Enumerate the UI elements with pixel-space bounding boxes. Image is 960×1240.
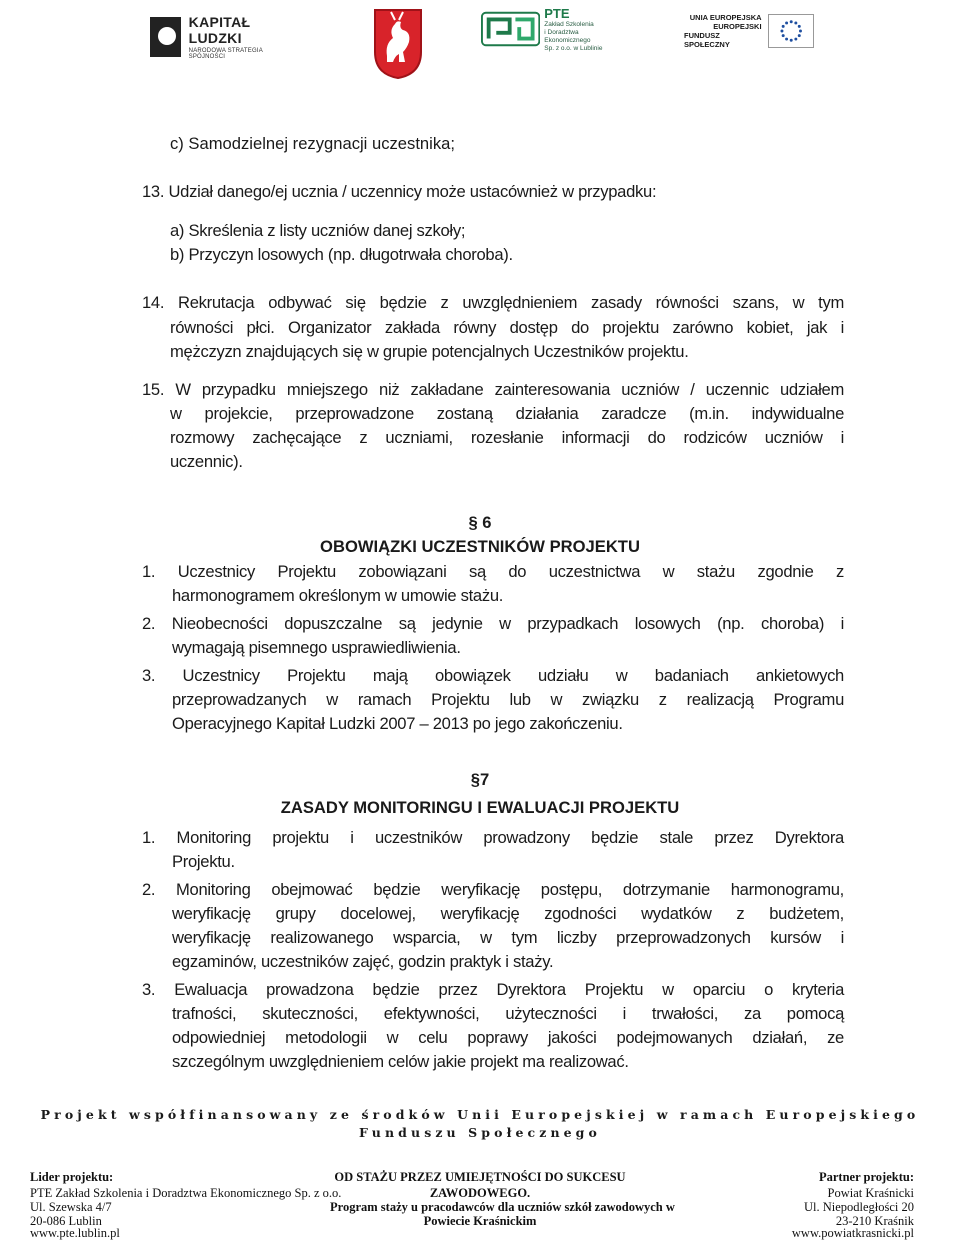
- cofunding-note-line-1: Projekt współfinansowany ze środków Unii Europejskiej w ramach Europejskiego: [40, 1107, 920, 1122]
- paragraph-13: 13. Udział danego/ej ucznia / uczennicy może ustacównież w przypadku:: [142, 182, 657, 201]
- kapital-ludzki-subtitle: NARODOWA STRATEGIA SPÓJNOŚCI: [188, 48, 263, 60]
- partner-website[interactable]: www.powiatkrasnicki.pl: [791, 1226, 914, 1240]
- section-6-item-3-line-3: Operacyjnego Kapitał Ludzki 2007 – 2013 po jego zakończeniu.: [172, 714, 623, 733]
- paragraph-15-line-3: rozmowy zachęcające z uczniami, rozesłanie informacji do rodziców uczniów i: [170, 428, 844, 447]
- section-6-item-2-line-2: wymagają pisemnego usprawiedliwienia.: [172, 638, 461, 657]
- paragraph-14-line-2: równości płci. Organizator zakłada równy dostęp do projektu zarówno kobiet, jak i: [170, 318, 844, 337]
- item-c: c) Samodzielnej rezygnacji uczestnika;: [170, 134, 455, 153]
- project-subtitle-line-2: Powiecie Kraśnickim: [423, 1214, 537, 1228]
- section-7-item-1-line-1: 1. Monitoring projektu i uczestników prowadzony będzie stale przez Dyrektora: [142, 828, 844, 847]
- kapital-ludzki-title: KAPITAŁ LUDZKI: [188, 14, 251, 46]
- krasnik-coat-of-arms-icon: [373, 8, 423, 85]
- section-6-item-3-line-2: przeprowadzanych w ramach Projektu lub w związku z realizacją Programu: [172, 690, 844, 709]
- leader-website[interactable]: www.pte.lublin.pl: [30, 1226, 120, 1240]
- leader-label: Lider projektu:: [30, 1170, 114, 1184]
- section-7-item-3-line-2: trafności, skuteczności, efektywności, użyteczności i trwałości, za pomocą: [172, 1004, 844, 1023]
- section-7-number: §7: [470, 770, 490, 789]
- section-7-item-2-line-1: 2. Monitoring obejmować będzie weryfikację postępu, dotrzymanie harmonogramu,: [142, 880, 844, 899]
- eu-line-1: UNIA EUROPEJSKA: [689, 13, 762, 22]
- pte-mark-icon: [481, 11, 540, 47]
- item-a: a) Skreślenia z listy uczniów danej szkoły;: [170, 221, 466, 240]
- section-7-item-1-line-2: Projektu.: [172, 852, 235, 871]
- section-6-item-1-line-1: 1. Uczestnicy Projektu zobowiązani są do uczestnictwa w stażu zgodnie z: [142, 562, 844, 581]
- pte-logo: [481, 5, 623, 52]
- section-6-title: OBOWIĄZKI UCZESTNIKÓW PROJEKTU: [320, 537, 640, 556]
- cofunding-note-line-2: Funduszu Społecznego: [359, 1125, 601, 1140]
- partner-street: Ul. Niepodległości 20: [803, 1200, 914, 1214]
- project-subtitle-line-1: Program staży u pracodawców dla uczniów szkół zawodowych w: [330, 1200, 675, 1214]
- section-7-title: ZASADY MONITORINGU I EWALUACJI PROJEKTU: [280, 798, 680, 817]
- partner-name: Powiat Kraśnicki: [827, 1186, 914, 1200]
- section-7-item-2-line-4: egzaminów, uczestników zajęć, godzin praktyk i staży.: [172, 952, 554, 971]
- paragraph-14-line-3: mężczyzn znajdujących się w grupie potencjalnych Uczestników projektu.: [170, 342, 689, 361]
- pte-title: PTE: [544, 5, 570, 21]
- eu-line-2: EUROPEJSKI: [713, 22, 762, 31]
- project-title-line-2: ZAWODOWEGO.: [429, 1186, 531, 1200]
- eu-logo: [684, 13, 814, 49]
- section-6-item-2-line-1: 2. Nieobecności dopuszczalne są jedynie w przypadkach losowych (np. choroba) i: [142, 614, 844, 633]
- paragraph-15-line-4: uczennic).: [170, 452, 243, 471]
- section-6-item-1-line-2: harmonogramem określonym w umowie stażu.: [172, 586, 504, 605]
- partner-label: Partner projektu:: [818, 1170, 914, 1184]
- paragraph-14-line-1: 14. Rekrutacja odbywać się będzie z uwzględnieniem zasady równości szans, w tym: [142, 293, 844, 312]
- eu-line-3: FUNDUSZ SPOŁECZNY: [684, 31, 730, 49]
- leader-name: PTE Zakład Szkolenia i Doradztwa Ekonomicznego Sp. z o.o.: [30, 1186, 342, 1200]
- project-title-line-1: OD STAŻU PRZEZ UMIEJĘTNOŚCI DO SUKCESU: [334, 1170, 626, 1184]
- pte-line-1: Zakład Szkolenia: [544, 20, 594, 28]
- section-7-item-2-line-3: weryfikację realizowanego wsparcia, w tym liczby przeprowadzonych kursów i: [172, 928, 844, 947]
- leader-street: Ul. Szewska 4/7: [30, 1200, 112, 1214]
- eu-flag-icon: [768, 14, 814, 48]
- section-7-item-3-line-3: odpowiedniej metodologii w celu poprawy jakości podejmowanych działań, ze: [172, 1028, 844, 1047]
- section-6-number: § 6: [468, 513, 492, 532]
- section-7-item-3-line-4: szczególnym uwzględnieniem celów jakie projekt ma realizować.: [172, 1052, 629, 1071]
- paragraph-15-line-1: 15. W przypadku mniejszego niż zakładane zainteresowania uczniów / uczennic udziałem: [142, 380, 844, 399]
- paragraph-15-line-2: w projekcie, przeprowadzone zostaną działania zaradcze (m.in. indywidualne: [170, 404, 844, 423]
- pte-line-2: i Doradztwa Ekonomicznego: [544, 28, 591, 44]
- kapital-ludzki-logo: [150, 14, 290, 60]
- section-7-item-3-line-1: 3. Ewaluacja prowadzona będzie przez Dyrektora Projektu w oparciu o kryteria: [142, 980, 844, 999]
- section-7-item-2-line-2: weryfikację grupy docelowej, weryfikację zgodności wydatków z budżetem,: [172, 904, 844, 923]
- partner-city: 23-210 Kraśnik: [835, 1214, 914, 1228]
- section-6-item-3-line-1: 3. Uczestnicy Projektu mają obowiązek udziału w badaniach ankietowych: [142, 666, 844, 685]
- item-b: b) Przyczyn losowych (np. długotrwała choroba).: [170, 245, 513, 264]
- pte-line-3: Sp. z o.o. w Lublinie: [544, 44, 603, 52]
- leader-city: 20-086 Lublin: [30, 1214, 102, 1228]
- kapital-ludzki-emblem-icon: [150, 17, 181, 57]
